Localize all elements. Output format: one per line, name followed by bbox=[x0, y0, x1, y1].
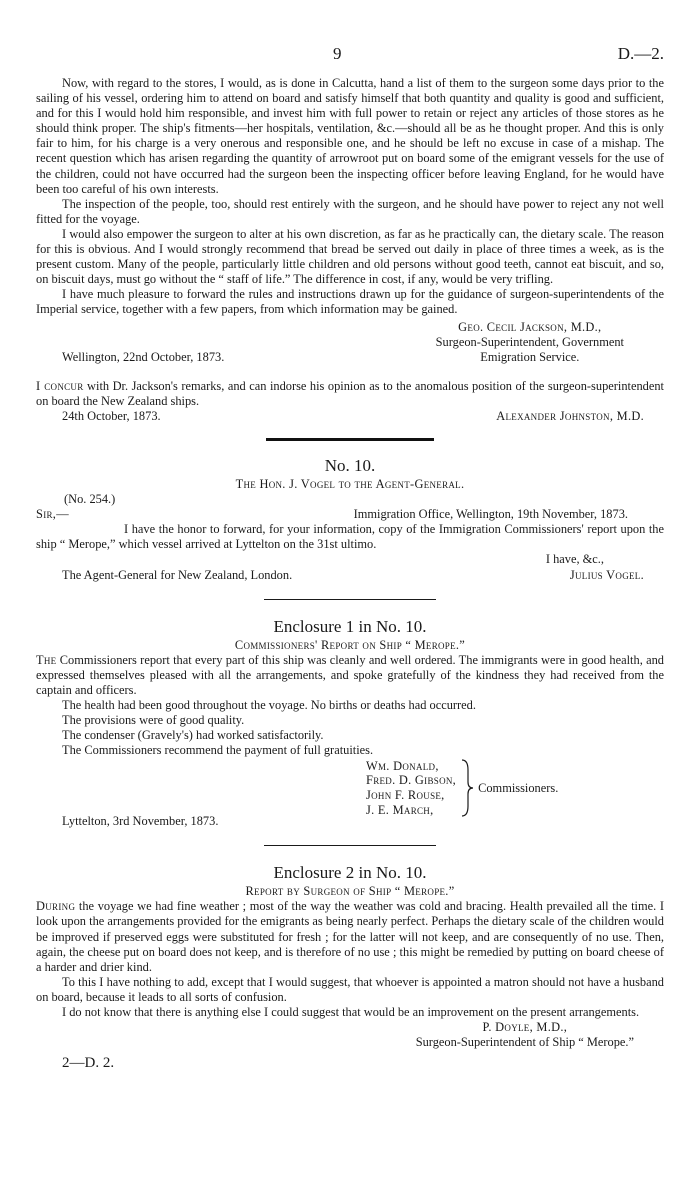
signature-title: Emigration Service. bbox=[480, 349, 580, 364]
jackson-letter bbox=[36, 76, 664, 365]
paragraph: Now, with regard to the stores, I would, as is done in Calcutta, hand a list of them to the surgeon some days prior to the sailing of his vessel, ordering him to attend on board and satisfy himself that both quantity and quality is good and sufficient, and for this I would hold him responsible, and invest him with full power to retain or reject any articles of those stores as he should think proper. The ship's fitments—her hospitals, ventilation, &c.—should all be as he thought proper. And this is only fair to him, for his charge is a very onerous and responsible one, and he should be left no excuse in case of a mishap. The recent question which has arisen regarding the quantity of arrowroot put on board some of the emigrant vessels for the use of the children, could not have occurred had the surgeon been the inspecting officer before leaving England, for he would have been too careful of his own interests. bbox=[36, 76, 664, 196]
running-head bbox=[0, 44, 700, 64]
enclosure-1 bbox=[36, 616, 664, 830]
report-line: The Commissioners recommend the payment of full gratuities. bbox=[62, 743, 374, 758]
lead-word: During bbox=[36, 899, 76, 914]
paragraph: The inspection of the people, too, should rest entirely with the surgeon, and he should have power to reject any not well fitted for the voyage. bbox=[36, 196, 664, 226]
paragraph: I do not know that there is anything else I could suggest that would be an improvement on the present arrangements. bbox=[62, 1005, 640, 1020]
reference-number: (No. 254.) bbox=[64, 492, 116, 507]
place-date: Lyttelton, 3rd November, 1873. bbox=[62, 814, 219, 829]
note-text: with Dr. Jackson's remarks, and can indorse his opinion as to the anomalous position of the surgeon-superintendent on board the New Zealand ships. bbox=[36, 378, 665, 408]
report-line: The provisions were of good quality. bbox=[62, 713, 245, 727]
section-divider bbox=[264, 599, 436, 600]
signature-title: Surgeon-Superintendent, Government bbox=[435, 334, 624, 349]
signature-name: P. Doyle, M.D., bbox=[482, 1020, 568, 1035]
paragraph-text: Commissioners report that every part of this ship was cleanly and well ordered. The immigrants were in good health, and expressed themselves pleased with all the arrangements, and spoke gratefully of the kindness they had received from the captain and officers. bbox=[36, 652, 664, 697]
section-title: Enclosure 1 in No. 10. bbox=[273, 616, 427, 636]
right-brace-icon bbox=[460, 758, 474, 818]
paragraph: I would also empower the surgeon to alter at his own discretion, as far as he practically can, the dietary scale. The reason for this is obvious. And I would strongly recommend that bread be served out daily in place of three times a week, as is the present custom. Many of the people, particularly little children and old persons without good teeth, cannot eat biscuit, and so, on biscuit days, must go without the “ staff of life.” The difference in cost, if any, would be very trifling. bbox=[36, 226, 664, 287]
page-number: 9 bbox=[333, 44, 342, 63]
johnston-note bbox=[36, 379, 664, 424]
enclosure-2 bbox=[36, 862, 664, 1071]
letter-address: Immigration Office, Wellington, 19th November, 1873. bbox=[353, 507, 628, 522]
commissioner-name: John F. Rouse, bbox=[366, 788, 445, 803]
place-date: Wellington, 22nd October, 1873. bbox=[62, 349, 225, 364]
signature-title: Surgeon-Superintendent of Ship “ Merope.” bbox=[415, 1035, 634, 1050]
section-divider bbox=[266, 438, 434, 441]
jackson-signature-block bbox=[36, 320, 664, 365]
section-subtitle: The Hon. J. Vogel to the Agent-General. bbox=[235, 477, 465, 492]
document-code: D.—2. bbox=[617, 44, 664, 63]
signature: Julius Vogel. bbox=[569, 567, 644, 582]
lead-word: I concur bbox=[36, 378, 84, 393]
paragraph: To this I have nothing to add, except that I would suggest, that whoever is appointed a matron should not have a husband on board, because it leads to all sorts of confusion. bbox=[36, 974, 664, 1004]
salutation-row bbox=[36, 507, 664, 522]
doyle-signature-block bbox=[36, 1020, 664, 1071]
section-title: No. 10. bbox=[324, 456, 376, 476]
signature-mark: 2—D. 2. bbox=[62, 1055, 115, 1072]
addressee: The Agent-General for New Zealand, London. bbox=[62, 567, 293, 582]
section-title: Enclosure 2 in No. 10. bbox=[273, 863, 427, 883]
commissioners-block bbox=[366, 758, 664, 818]
letter-no-10 bbox=[36, 455, 664, 583]
paragraph: I have the honor to forward, for your information, copy of the Immigration Commissioners' report upon the ship “ Merope,” which vessel arrived at Lyttelton on the 31st ultimo. bbox=[36, 522, 664, 552]
addressee-row bbox=[36, 568, 664, 583]
commissioner-name: J. E. March, bbox=[366, 803, 434, 818]
page-body bbox=[36, 76, 664, 1071]
paragraph: I have much pleasure to forward the rules and instructions drawn up for the guidance of surgeon-superintendents of the Imperial service, together with a few papers, from which information may be gained. bbox=[36, 287, 664, 317]
report-line: The health had been good throughout the voyage. No births or deaths had occurred. bbox=[62, 697, 476, 712]
note-signature: Alexander Johnston, M.D. bbox=[496, 408, 644, 423]
johnston-signature-row bbox=[36, 409, 664, 424]
section-subtitle: Report by Surgeon of Ship “ Merope.” bbox=[245, 884, 455, 899]
section-subtitle: Commissioners' Report on Ship “ Merope.” bbox=[234, 637, 466, 652]
commissioners-label: Commissioners. bbox=[478, 780, 559, 795]
commissioner-name: Fred. D. Gibson, bbox=[366, 773, 457, 788]
section-divider bbox=[264, 845, 436, 846]
commissioner-name: Wm. Donald, bbox=[366, 758, 439, 773]
signature-name: Geo. Cecil Jackson, M.D., bbox=[458, 319, 602, 334]
paragraph-text: the voyage we had fine weather ; most of the way the weather was cold and bracing. Health prevailed all the time. I look upon the arrangements provided for the emigrants as being nearly perfect. Perhaps the dietary scale of the children would be improved if preserved eggs were substituted for fresh ; for the latter will not keep, and are consequently of no use. Then, again, the cheese put on board does not keep, and is therefore of no use ; this might be remedied by putting on board cheese of a harder and drier kind. bbox=[36, 899, 664, 974]
closing: I have, &c., bbox=[545, 552, 604, 567]
report-line: The condenser (Gravely's) had worked satisfactorily. bbox=[62, 728, 324, 743]
note-date: 24th October, 1873. bbox=[62, 408, 161, 423]
salutation: Sir,— bbox=[36, 507, 69, 522]
lead-word: The bbox=[36, 652, 57, 667]
